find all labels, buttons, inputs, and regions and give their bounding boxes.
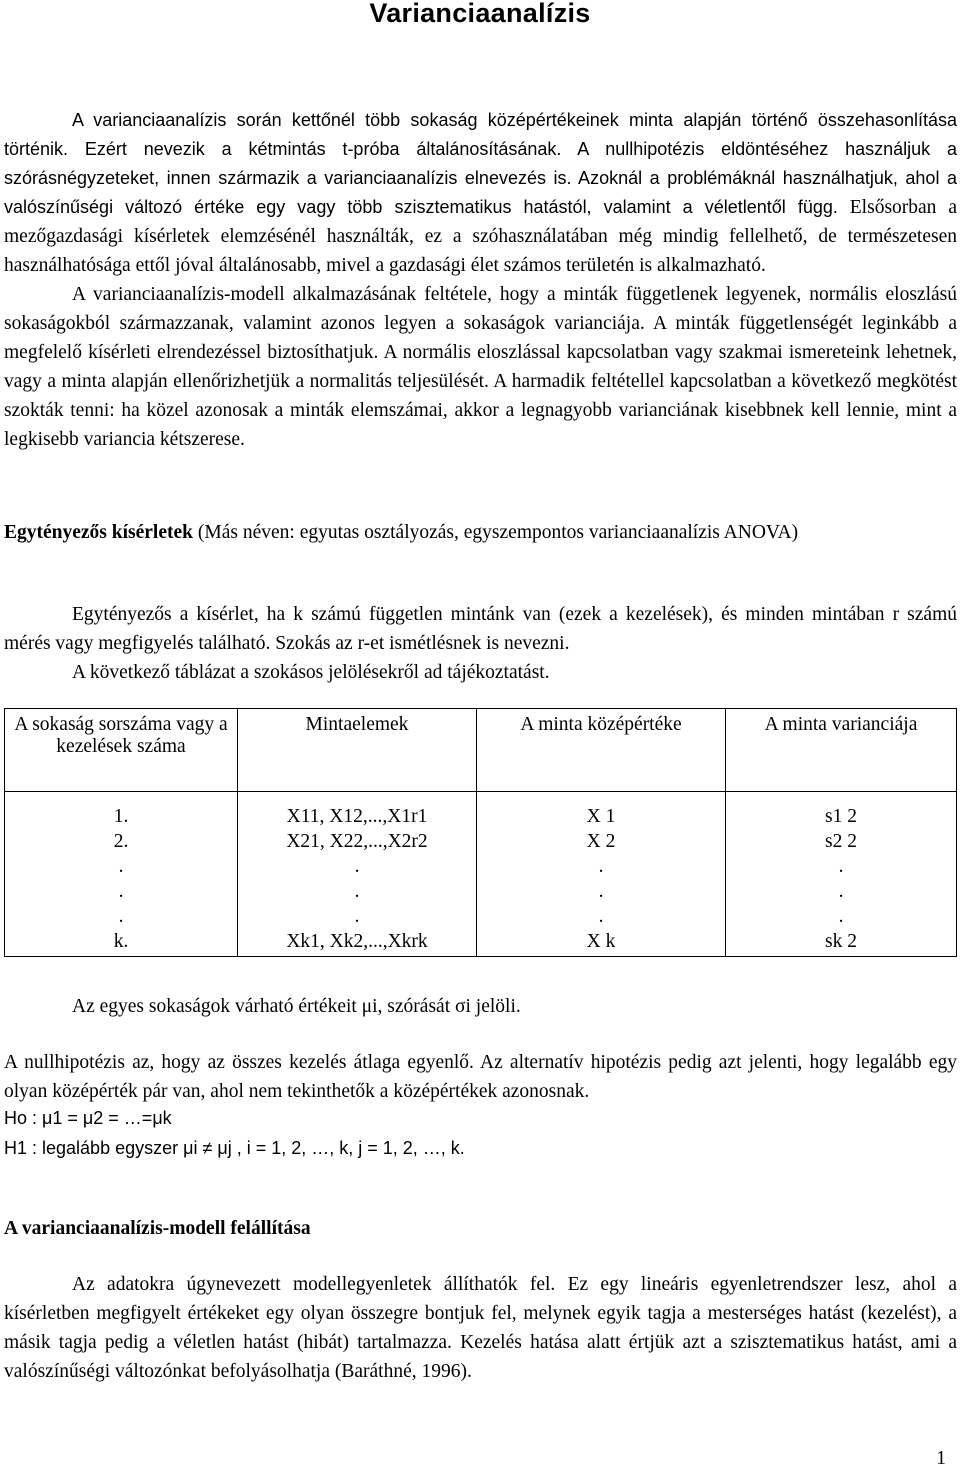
page-title: Varianciaanalízis [369, 0, 591, 28]
table-row [5, 929, 957, 957]
table-cell-var: . [726, 854, 957, 879]
intro-paragraph-2: A varianciaanalízis-modell alkalmazásának feltétele, hogy a minták függetlenek legyenek, normális eloszlású sokaságokból származzanak, valamint azonos legyen a sokaságok varianciája. A minták függetlenségét leginkább a megfelelő kísérleti elrendezéssel biztosíthatjuk. A normális eloszlással kapcsolatban vagy szakmai ismereteink lehetnek, vagy a minta alapján ellenőrizhetjük a normalitás teljesülését. A harmadik feltétellel kapcsolatban a következő megkötést szokták tenni: ha közel azonosak a minták elemszámai, akkor a legnagyobb varianciának kisebbnek kell lennie, mint a legkisebb variancia kétszerese. [4, 284, 957, 450]
section1-heading [4, 518, 957, 547]
section1-heading-bold: Egytényezős kísérletek [4, 522, 194, 543]
table-cell-idx: 1. [5, 792, 238, 830]
section1-heading-rest: (Más néven: egyutas osztályozás, egyszempontos varianciaanalízis ANOVA) [193, 522, 799, 543]
notation-table [4, 708, 957, 957]
table-cell-elems: . [238, 879, 477, 904]
section1-p2: A következő táblázat a szokásos jelölésekről ad tájékoztatást. [72, 662, 550, 683]
table-cell-mean: . [477, 904, 726, 929]
table-cell-elems: . [238, 854, 477, 879]
intro-paragraph-1 [4, 106, 957, 454]
table-note: Az egyes sokaságok várható értékeit μi, szórását σi jelöli. [72, 996, 521, 1017]
table-cell-elems: X21, X22,...,X2r2 [238, 829, 477, 854]
table-row [5, 854, 957, 879]
table-header-elements: Mintaelemek [238, 709, 477, 792]
table-cell-elems: Xk1, Xk2,...,Xkrk [238, 929, 477, 957]
table-row [5, 829, 957, 854]
table-cell-var: sk 2 [726, 929, 957, 957]
hypotheses-paragraph: A nullhipotézis az, hogy az összes kezelés átlaga egyenlő. Az alternatív hipotézis pedig azt jelenti, hogy legalább egy olyan középérték pár van, ahol nem tekinthetők a középértékek azonosnak. [4, 1052, 957, 1102]
table-cell-elems: . [238, 904, 477, 929]
table-cell-mean: X k [477, 929, 726, 957]
table-header-mean: A minta középértéke [477, 709, 726, 792]
section2-heading: A varianciaanalízis-modell felállítása [4, 1218, 311, 1239]
table-row [5, 792, 957, 830]
table-row [5, 879, 957, 904]
table-cell-mean: X 1 [477, 792, 726, 830]
table-row [5, 904, 957, 929]
table-cell-idx: 2. [5, 829, 238, 854]
section1-p1: Egytényezős a kísérlet, ha k számú független mintánk van (ezek a kezelések), és minden mintában r számú mérés vagy megfigyelés található. Szokás az r-et ismétlésnek is nevezni. [4, 604, 957, 654]
table-cell-mean: X 2 [477, 829, 726, 854]
table-header-index: A sokaság sorszáma vagy a kezelések száma [5, 709, 238, 792]
alternative-hypothesis: H1 : legalább egyszer μi ≠ μj , i = 1, 2, …, k, j = 1, 2, …, k. [4, 1138, 465, 1158]
table-cell-var: s1 2 [726, 792, 957, 830]
page-number: 1 [936, 1448, 946, 1469]
table-cell-idx: . [5, 854, 238, 879]
section2-paragraph [4, 1270, 957, 1386]
table-cell-var: . [726, 904, 957, 929]
null-hypothesis: Ho : μ1 = μ2 = …=μk [4, 1108, 172, 1128]
table-cell-idx: k. [5, 929, 238, 957]
table-cell-elems: X11, X12,...,X1r1 [238, 792, 477, 830]
intro-text-a: A varianciaanalízis során kettőnél több sokaság középértékeinek minta alapján történő összehasonlítása történik. Ezért nevezik a kétmintás t-próba általánosításának. A nullhipotézis eldöntéséhez használjuk a szórásnégyzeteket, innen származik a varianciaanalízis elnevezés is. Azoknál a problémáknál használhatjuk, ahol a valószínűségi változó értéke egy vagy több szisztematikus hatástól, valamint a véletlentől függ. [4, 110, 957, 217]
table-header-variance: A minta varianciája [726, 709, 957, 792]
section2-text: Az adatokra úgynevezett modellegyenletek állíthatók fel. Ez egy lineáris egyenletrendszer lesz, ahol a kísérletben megfigyelt értékeket egy olyan összegre bontjuk fel, melynek egyik tagja a mesterséges hatást (kezelést), a másik tagja pedig a véletlen hatást (hibát) tartalmazza. Kezelés hatása alatt értjük azt a szisztematikus hatást, ami a valószínűségi változónkat befolyásolhatja (Baráthné, 1996). [4, 1274, 957, 1382]
table-cell-mean: . [477, 879, 726, 904]
table-cell-mean: . [477, 854, 726, 879]
intro-text-b: Elsősorban a mezőgazdasági kísérletek elemzésénél használták, ez a szóhasználatában még mindig fellelhető, de természetesen használhatósága ettől jóval általánosabb, mivel a gazdasági élet számos területén is alkalmazható. [4, 197, 958, 276]
table-cell-idx: . [5, 904, 238, 929]
table-cell-var: . [726, 879, 957, 904]
table-cell-idx: . [5, 879, 238, 904]
section1-paragraph [4, 600, 957, 687]
table-cell-var: s2 2 [726, 829, 957, 854]
